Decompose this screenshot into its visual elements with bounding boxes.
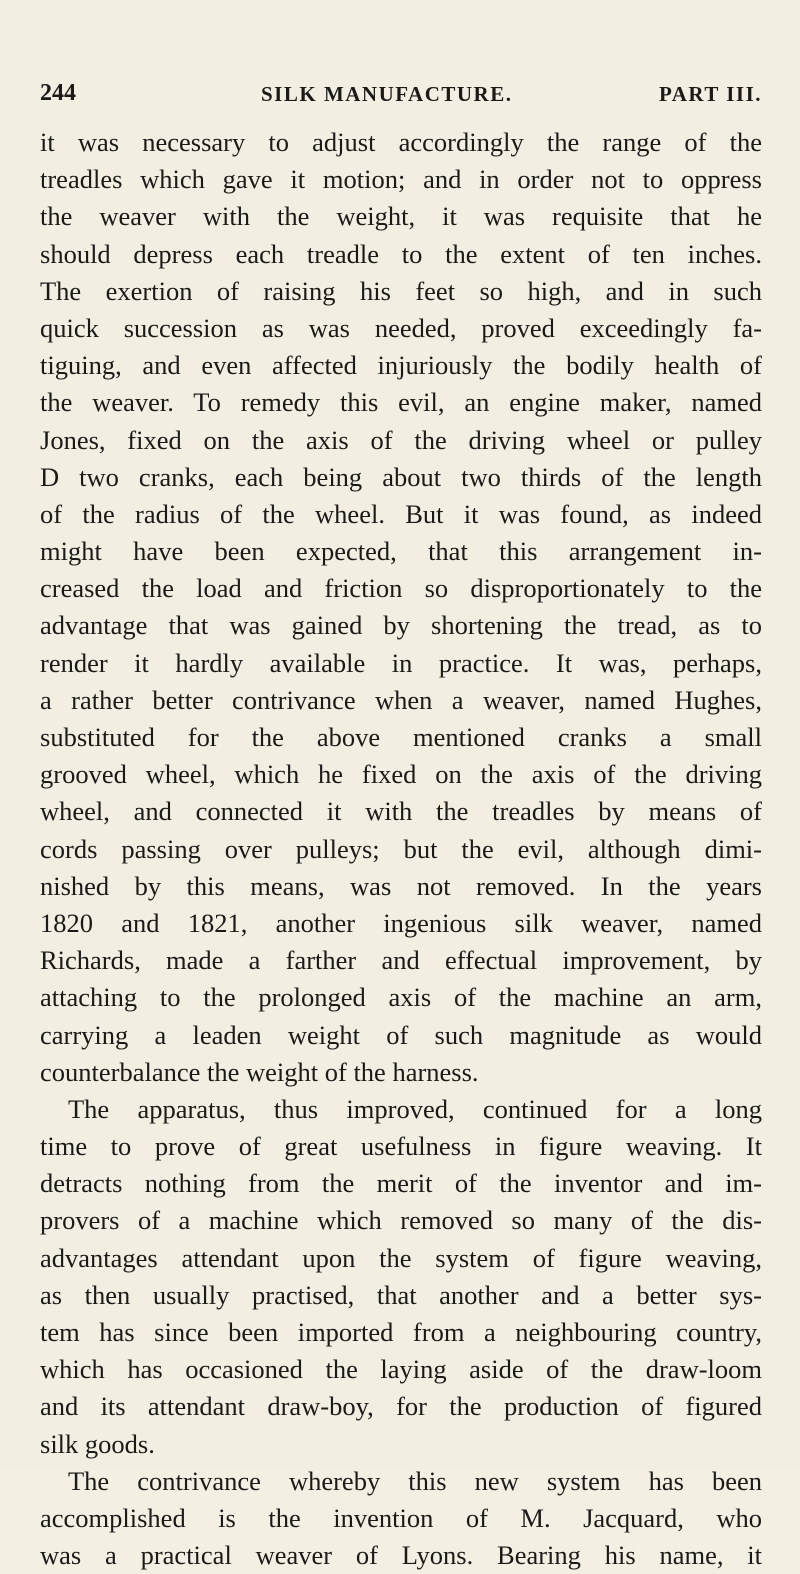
text-line: tiguing, and even affected injuriously the bodily health of bbox=[40, 350, 762, 381]
text-line: treadles which gave it motion; and in order not to oppress bbox=[40, 164, 762, 195]
text-line: grooved wheel, which he fixed on the axis of the driving bbox=[40, 759, 762, 790]
text-line: substituted for the above mentioned cranks a small bbox=[40, 722, 762, 752]
text-line: should depress each treadle to the extent of ten inches. bbox=[40, 238, 762, 269]
text-line: provers of a machine which removed so many of the dis- bbox=[40, 1205, 762, 1236]
text-line: detracts nothing from the merit of the inventor and im- bbox=[40, 1168, 762, 1199]
text-line: render it hardly available in practice. It was, perhaps, bbox=[40, 647, 762, 678]
text-line: the weaver with the weight, it was requisite that he bbox=[40, 201, 762, 232]
text-line: quick succession as was needed, proved exceedingly fa- bbox=[40, 312, 762, 343]
text-line: was a practical weaver of Lyons. Bearing his name, it bbox=[40, 1540, 762, 1571]
text-line: tem has since been imported from a neighbouring country, bbox=[40, 1317, 762, 1347]
text-line: advantage that was gained by shortening the tread, as to bbox=[40, 610, 762, 641]
text-line: The contrivance whereby this new system has been bbox=[68, 1465, 762, 1496]
text-line: it was necessary to adjust accordingly the range of the bbox=[40, 127, 762, 157]
text-line: wheel, and connected it with the treadles by means of bbox=[40, 796, 762, 827]
text-line: nished by this means, was not removed. In the years bbox=[40, 870, 762, 901]
text-line: Richards, made a farther and effectual improvement, by bbox=[40, 945, 762, 976]
text-line: advantages attendant upon the system of figure weaving, bbox=[40, 1242, 762, 1273]
text-line: the weaver. To remedy this evil, an engine maker, named bbox=[40, 387, 762, 418]
text-line: Jones, fixed on the axis of the driving wheel or pulley bbox=[40, 424, 762, 455]
text-line: a rather better contrivance when a weaver, named Hughes, bbox=[40, 684, 762, 715]
text-line: cords passing over pulleys; but the evil, although dimi- bbox=[40, 833, 762, 864]
text-line: The apparatus, thus improved, continued for a long bbox=[68, 1093, 762, 1124]
text-line: creased the load and friction so disproportionately to the bbox=[40, 573, 762, 604]
running-head bbox=[40, 80, 762, 114]
body-text bbox=[40, 124, 762, 1574]
part-label: PART III. bbox=[658, 82, 762, 106]
text-line: counterbalance the weight of the harness. bbox=[40, 1056, 479, 1087]
text-line: silk goods. bbox=[40, 1428, 155, 1459]
text-line: of the radius of the wheel. But it was found, as indeed bbox=[40, 498, 762, 529]
text-line: attaching to the prolonged axis of the machine an arm, bbox=[40, 982, 762, 1013]
text-line: accomplished is the invention of M. Jacquard, who bbox=[40, 1502, 762, 1533]
text-line: 1820 and 1821, another ingenious silk weaver, named bbox=[40, 907, 762, 938]
text-line: and its attendant draw-boy, for the production of figured bbox=[40, 1391, 762, 1422]
text-line: D two cranks, each being about two thirds of the length bbox=[40, 461, 762, 492]
text-line: carrying a leaden weight of such magnitude as would bbox=[40, 1019, 762, 1050]
running-title: SILK MANUFACTURE. bbox=[261, 82, 513, 106]
text-line: as then usually practised, that another and a better sys- bbox=[40, 1279, 762, 1310]
page-number: 244 bbox=[40, 80, 76, 106]
text-line: The exertion of raising his feet so high, and in such bbox=[40, 275, 762, 306]
text-line: which has occasioned the laying aside of the draw-loom bbox=[40, 1354, 762, 1385]
text-line: time to prove of great usefulness in figure weaving. It bbox=[40, 1131, 762, 1162]
text-line: might have been expected, that this arrangement in- bbox=[40, 536, 762, 567]
